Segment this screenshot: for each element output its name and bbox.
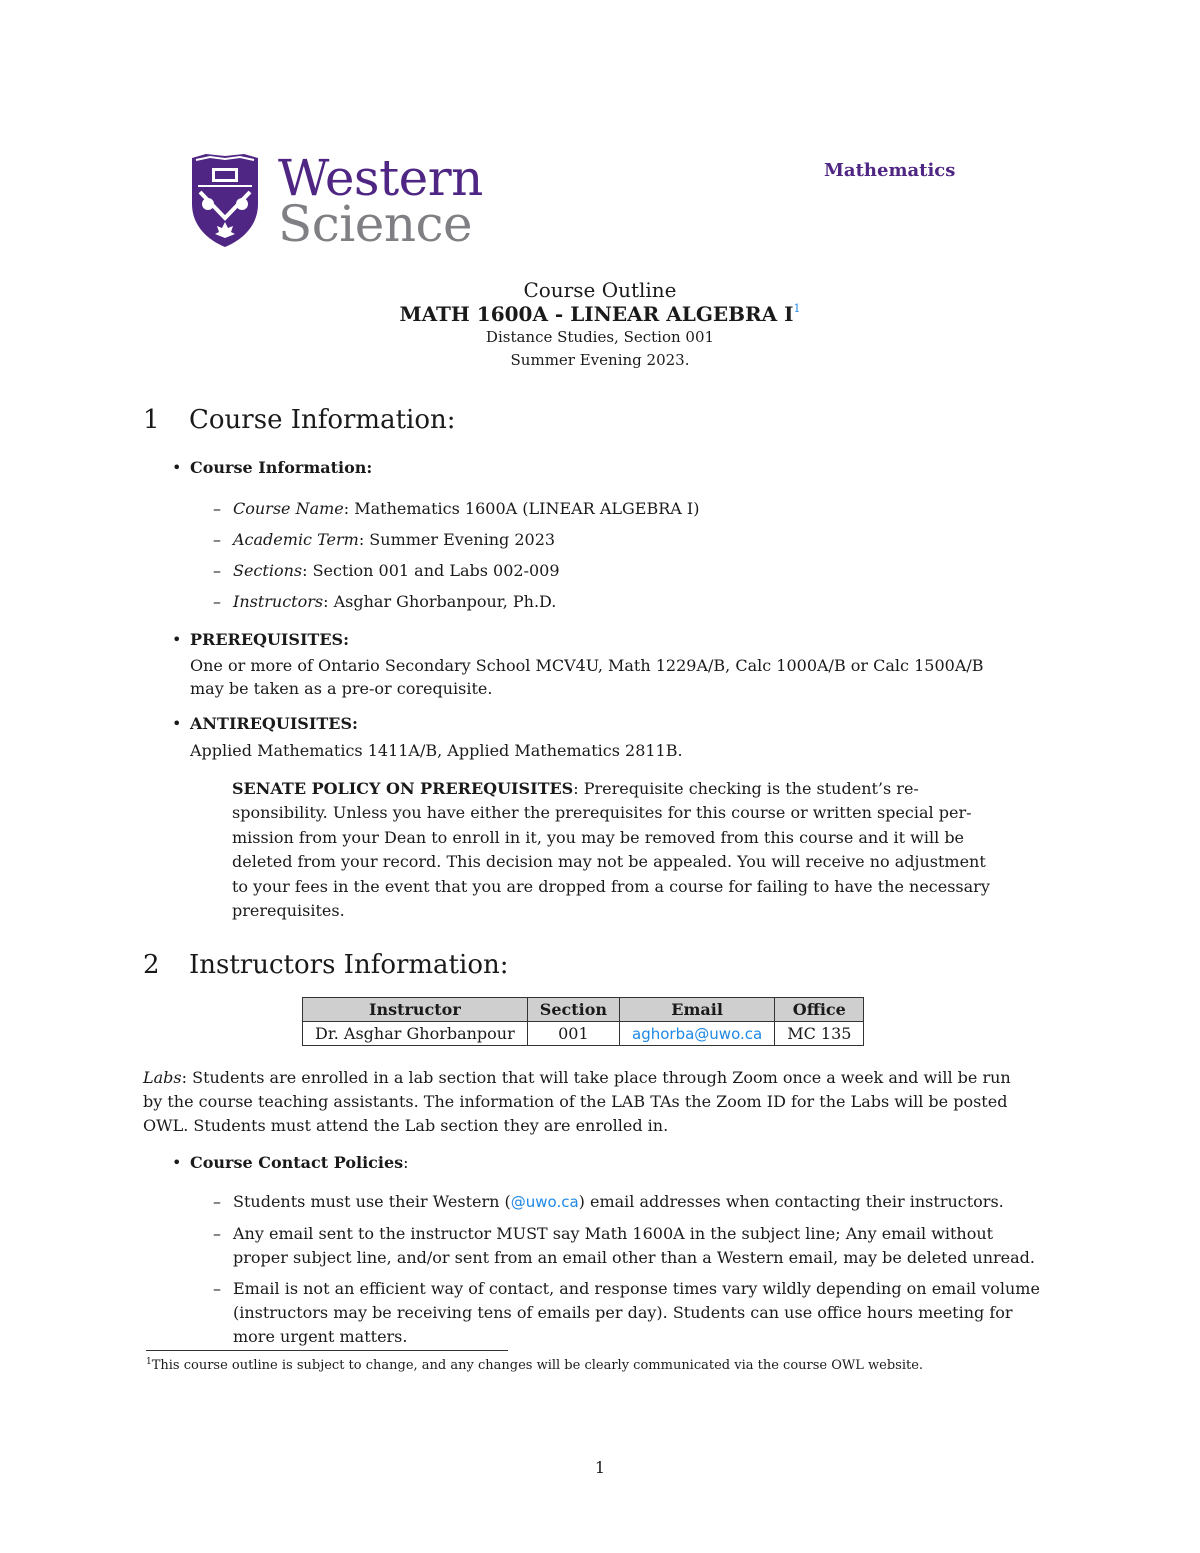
list-item: – Academic Term: Summer Evening 2023: [233, 528, 555, 552]
table-cell-email: [620, 1022, 775, 1046]
bullet-contact-policies: • Course Contact Policies:: [172, 1153, 409, 1172]
course-title-text: MATH 1600A - LINEAR ALGEBRA I: [399, 302, 794, 326]
section-number: 2: [143, 950, 160, 980]
bullet-icon: •: [172, 1153, 182, 1172]
course-term: Summer Evening 2023.: [510, 351, 690, 369]
instructors-table: [302, 997, 864, 1046]
bullet-icon: •: [172, 458, 182, 477]
table-cell-office: MC 135: [775, 1022, 864, 1046]
footnote-marker-link[interactable]: 1: [793, 302, 801, 315]
section-title: Course Information:: [189, 405, 456, 435]
table-cell-section: 001: [527, 1022, 619, 1046]
course-title: [0, 302, 1200, 326]
table-cell-instructor: Dr. Asghar Ghorbanpour: [303, 1022, 528, 1046]
prerequisites-line-1: One or more of Ontario Secondary School MCV4U, Math 1229A/B, Calc 1000A/B or Calc 1500A/B: [190, 656, 984, 675]
logo-text-science: Science: [278, 195, 473, 253]
bullet-icon: •: [172, 714, 182, 733]
list-item: – Instructors: Asghar Ghorbanpour, Ph.D.: [233, 590, 556, 614]
section-2-heading: [143, 950, 508, 980]
column-header: Email: [620, 998, 775, 1022]
footnote-text: This course outline is subject to change, and any changes will be clearly communicated via the course OWL website.: [151, 1358, 924, 1373]
labs-paragraph: Labs: Students are enrolled in a lab section that will take place through Zoom once a week and will be run by the course teaching assistants. The information of the LAB TAs the Zoom ID for the Labs will be posted OWL. Students must attend the Lab section they are enrolled in.: [143, 1068, 1011, 1135]
list-item: – Any email sent to the instructor MUST say Math 1600A in the subject line; Any email without proper subject line, and/or sent from an email other than a Western email, may be deleted unread.: [213, 1224, 1035, 1267]
course-delivery: Distance Studies, Section 001: [485, 328, 715, 346]
dash-icon: –: [213, 1192, 221, 1211]
section-title: Instructors Information:: [189, 950, 509, 980]
list-item: – Sections: Section 001 and Labs 002-009: [233, 559, 560, 583]
dash-icon: –: [213, 561, 221, 580]
western-shield-icon: [186, 152, 264, 248]
western-science-logo: [186, 149, 486, 253]
section-1-heading: [143, 405, 456, 435]
dash-icon: –: [213, 1279, 221, 1298]
table-row: [303, 1022, 864, 1046]
prerequisites-line-2: may be taken as a pre-or corequisite.: [190, 679, 493, 698]
bullet-course-information: [172, 458, 373, 477]
dash-icon: –: [213, 592, 221, 611]
page-number: 1: [594, 1458, 606, 1477]
list-item: – Email is not an efficient way of contact, and response times vary wildly depending on email volume (instructors may be receiving tens of emails per day). Students can use office hours meeting for more urgent matters.: [213, 1279, 1040, 1346]
bullet-title: Course Information:: [190, 458, 373, 477]
instructor-email-link[interactable]: aghorba@uwo.ca: [632, 1025, 763, 1043]
labs-label: Labs: [143, 1068, 182, 1087]
dash-icon: –: [213, 1224, 221, 1243]
department-name: Mathematics: [824, 160, 956, 181]
list-item: – Students must use their Western (@uwo.ca) email addresses when contacting their instructors.: [233, 1190, 1004, 1214]
column-header: Office: [775, 998, 864, 1022]
senate-policy-title: SENATE POLICY ON PREREQUISITES: [232, 779, 574, 798]
table-header-row: [303, 998, 864, 1022]
logo-text-western: Western: [278, 149, 483, 207]
list-item: – Course Name: Mathematics 1600A (LINEAR ALGEBRA I): [233, 497, 699, 521]
outline-heading: Course Outline: [523, 278, 677, 302]
column-header: Section: [527, 998, 619, 1022]
dash-icon: –: [213, 530, 221, 549]
senate-policy-paragraph: SENATE POLICY ON PREREQUISITES: Prerequisite checking is the student’s re- sponsibility. Unless you have either the prerequisites for this course or written special per- mission from your Dean to enroll in it, you may be removed from this course and it will be deleted from your record. This decision may not be appealed. You will receive no adjustment to your fees in the event that you are dropped from a course for failing to have the necessary prerequisites.: [232, 779, 990, 921]
bullet-prerequisites: • PREREQUISITES:: [172, 630, 349, 649]
bullet-icon: •: [172, 630, 182, 649]
antirequisites-text: Applied Mathematics 1411A/B, Applied Mathematics 2811B.: [190, 741, 683, 760]
uwo-domain-link[interactable]: @uwo.ca: [510, 1193, 579, 1211]
footnote: [146, 1357, 923, 1373]
bullet-antirequisites: • ANTIREQUISITES:: [172, 714, 358, 733]
section-number: 1: [143, 405, 160, 435]
footnote-marker: 1: [146, 1357, 152, 1367]
footnote-rule: [146, 1350, 508, 1351]
dash-icon: –: [213, 499, 221, 518]
column-header: Instructor: [303, 998, 528, 1022]
